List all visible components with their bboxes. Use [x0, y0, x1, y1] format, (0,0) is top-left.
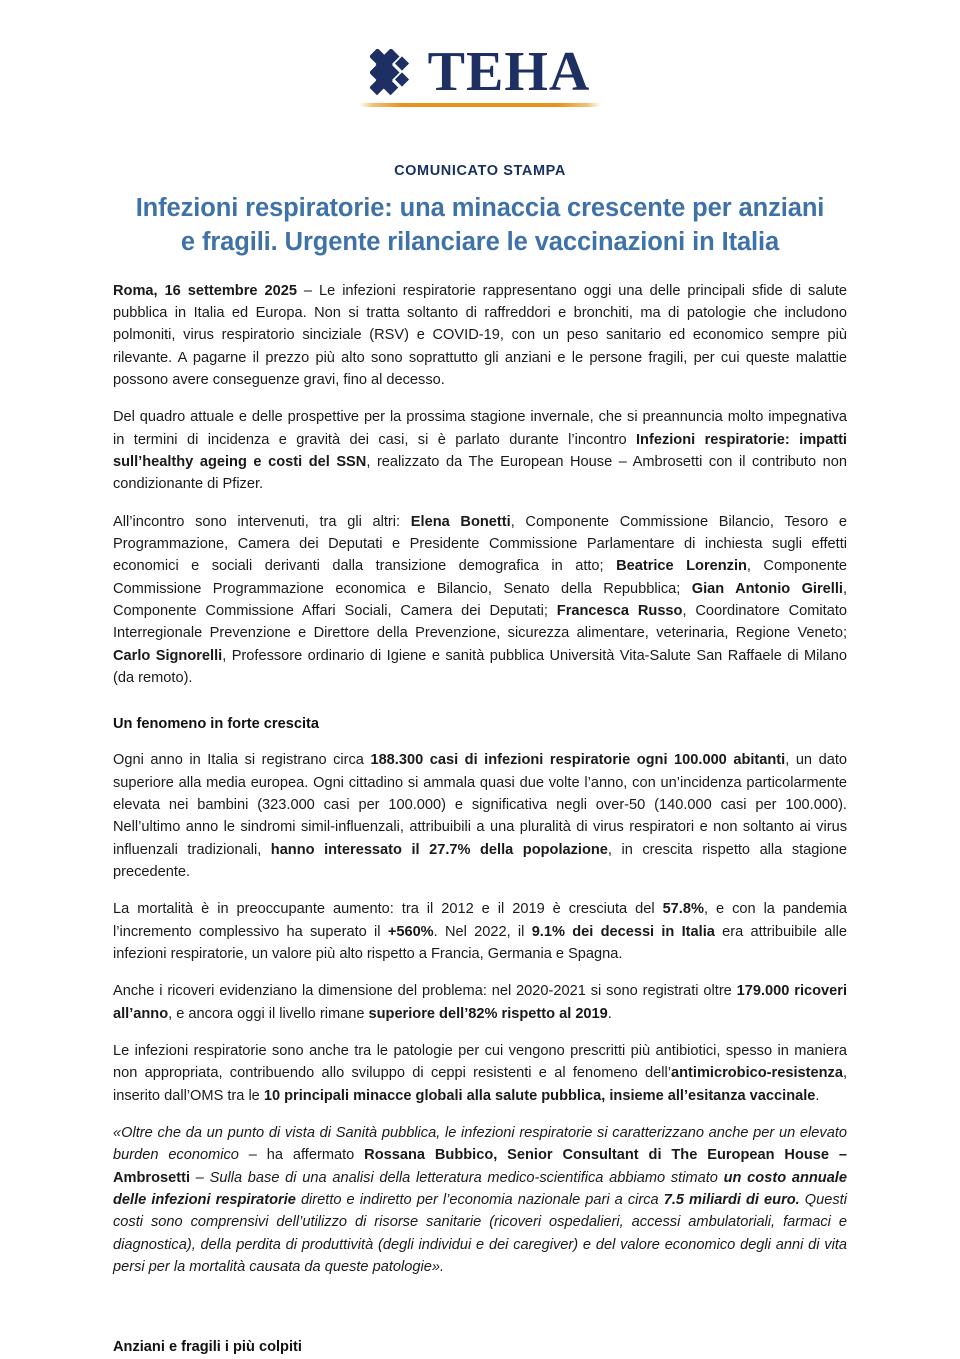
term-antimicrobial-resistance: antimicrobico-resistenza [671, 1065, 843, 1082]
stat-admissions-per-year: 179.000 ricoveri all’anno [113, 983, 847, 1022]
mortality-a: La mortalità è in preoccupante aumento: tra il 2012 e il 2019 è cresciuta del [113, 901, 663, 918]
stat-deaths-share: 9.1% dei decessi in Italia [531, 923, 715, 940]
paragraph-incidence [113, 749, 847, 883]
quote-cost-label: un costo annuale delle infezioni respiratorie [113, 1169, 847, 1208]
headline-line-2: e fragili. Urgente rilanciare le vaccinazioni in Italia [180, 227, 780, 256]
quote-speaker: Rossana Bubbico, Senior Consultant di The European House – Ambrosetti [113, 1147, 847, 1186]
hosp-a: Anche i ricoveri evidenziano la dimensione del problema: nel 2020-2021 si sono registrati oltre [113, 983, 737, 1000]
quote-part-3: diretto e indiretto per l’economia nazionale pari a circa [295, 1191, 664, 1208]
speaker-role-1: , Componente Commissione Bilancio, Tesoro e Programmazione, Camera dei Deputati e Presidente Commissione Parlamentare di inchiesta sugli effetti economici e sociali derivanti dalla transizione demografica in atto; [113, 513, 847, 575]
stat-pandemic-increase: +560% [387, 923, 434, 940]
amr-c: . [815, 1087, 820, 1104]
paragraph-event-a: Del quadro attuale e delle prospettive per la prossima stagione invernale, che si preannuncia molto impegnativa in termini di incidenza e gravità dei casi, si è parlato durante l’incontro [113, 409, 847, 448]
speaker-name-5: Carlo Signorelli [113, 647, 223, 664]
teha-diamond-mark-icon [370, 49, 418, 95]
speakers-lead: All’incontro sono intervenuti, tra gli altri: [113, 513, 411, 530]
kicker-label: COMUNICATO STAMPA [394, 163, 566, 179]
article-body [113, 280, 847, 1359]
mortality-d: era attribuibile alle infezioni respiratorie, un valore più alto rispetto a Francia, Germania e Spagna. [113, 923, 847, 962]
hosp-c: . [607, 1005, 612, 1022]
stat-annual-cost: 7.5 miliardi di euro. [663, 1191, 800, 1208]
speaker-name-4: Francesca Russo [556, 603, 683, 620]
speaker-name-3: Gian Antonio Girelli [691, 580, 843, 597]
speaker-role-2: , Componente Commissione Programmazione economica e Bilancio, Senato della Repubblica; [113, 558, 847, 597]
stat-mortality-growth: 57.8% [662, 901, 704, 918]
speaker-role-4: , Coordinatore Comitato Interregionale Prevenzione e Direttore della Prevenzione, sicurezza alimentare, veterinaria, Regione Veneto; [113, 603, 848, 642]
amr-b: , inserito dall’OMS tra le [113, 1065, 847, 1104]
speaker-role-5: , Professore ordinario di Igiene e sanità pubblica Università Vita-Salute San Raffaele di Milano (da remoto). [113, 647, 847, 687]
amr-a: Le infezioni respiratorie sono anche tra le patologie per cui vengono prescritti più antibiotici, spesso in maniera non appropriata, contribuendo allo sviluppo di ceppi resistenti e al fenomeno dell’ [113, 1042, 847, 1082]
section-heading-anziani: Anziani e fragili i più colpiti [113, 1339, 302, 1356]
headline-line-1: Infezioni respiratorie: una minaccia crescente per anziani [135, 194, 825, 222]
pull-quote-bubbico [113, 1122, 847, 1278]
incidence-a: Ogni anno in Italia si registrano circa [113, 752, 371, 769]
section-heading-crescita: Un fenomeno in forte crescita [113, 716, 319, 733]
stat-vs-2019: superiore dell’82% rispetto al 2019 [368, 1005, 608, 1022]
quote-part-4: Questi costi sono comprensivi dell’utilizzo di risorse sanitarie (ricoveri ospedalieri, accessi ambulatoriali, farmaci e diagnostica), della perdita di produttività (degli individui e dei caregiver) e del valore economico degli anni di vita persi per la mortalità causata da queste patologie». [113, 1191, 847, 1275]
incidence-c: , in crescita rispetto alla stagione precedente. [113, 841, 847, 880]
paragraph-antibiotics [113, 1040, 847, 1107]
dateline: Roma, 16 settembre 2025 [113, 282, 297, 299]
stat-cases-per-100k: 188.300 casi di infezioni respiratorie ogni 100.000 abitanti [370, 752, 786, 769]
mortality-b: , e con la pandemia l’incremento complessivo ha superato il [113, 901, 847, 940]
paragraph-event-c: , realizzato da The European House – Ambrosetti con il contributo non condizionante di Pfizer. [113, 454, 847, 493]
incidence-b: , un dato superiore alla media europea. Ogni cittadino si ammala quasi due volte l’anno, con un’incidenza particolarmente elevata nei bambini (323.000 casi per 100.000) e significativa negli over-50 (140.000 casi per 100.000). Nell’ultimo anno le sindromi simil-influenzali, attribuibili a una pluralità di virus respiratori e non soltanto ai virus influenzali tradizionali, [113, 752, 847, 858]
speaker-name-1: Elena Bonetti [410, 513, 511, 530]
mortality-c: . Nel 2022, il [433, 923, 532, 940]
quote-part-1: «Oltre che da un punto di vista di Sanità pubblica, le infezioni respiratorie si caratterizzano anche per un elevato burden economico – [113, 1124, 847, 1164]
page-title [113, 192, 847, 260]
paragraph-mortality [113, 898, 847, 965]
speaker-role-3: , Componente Commissione Affari Sociali, Camera dei Deputati; [113, 580, 848, 620]
teha-logo [370, 41, 591, 103]
who-top-threats: 10 principali minacce globali alla salute pubblica, insieme all’esitanza vaccinale [263, 1087, 816, 1104]
paragraph-intro [113, 280, 847, 392]
logo-underline-rule [359, 103, 601, 107]
teha-wordmark: TEHA [427, 41, 591, 103]
quote-attribution-lead: ha affermato [266, 1147, 365, 1164]
paragraph-speakers [113, 511, 847, 690]
paragraph-event [113, 406, 847, 495]
stat-population-share: hanno interessato il 27.7% della popolazione [270, 841, 608, 858]
hosp-b: , e ancora oggi il livello rimane [168, 1005, 369, 1022]
quote-part-2: – Sulla base di una analisi della letteratura medico-scientifica abbiamo stimato [190, 1169, 724, 1186]
speaker-name-2: Beatrice Lorenzin [616, 558, 747, 575]
section-spacer [113, 1293, 847, 1315]
event-title-bold: Infezioni respiratorie: impatti sull’healthy ageing e costi del SSN [113, 431, 847, 471]
paragraph-hospitalizations [113, 980, 847, 1025]
masthead [113, 0, 847, 107]
paragraph-intro-text: – Le infezioni respiratorie rappresentano oggi una delle principali sfide di salute pubblica in Italia ed Europa. Non si tratta soltanto di raffreddori e bronchiti, ma di patologie che includono polmoniti, virus respiratorio sinciziale (RSV) e COVID-19, con un peso sanitario ed economico sempre più rilevante. A pagarne il prezzo più alto sono soprattutto gli anziani e le persone fragili, per cui queste malattie possono avere conseguenze gravi, fino al decesso. [113, 282, 847, 389]
